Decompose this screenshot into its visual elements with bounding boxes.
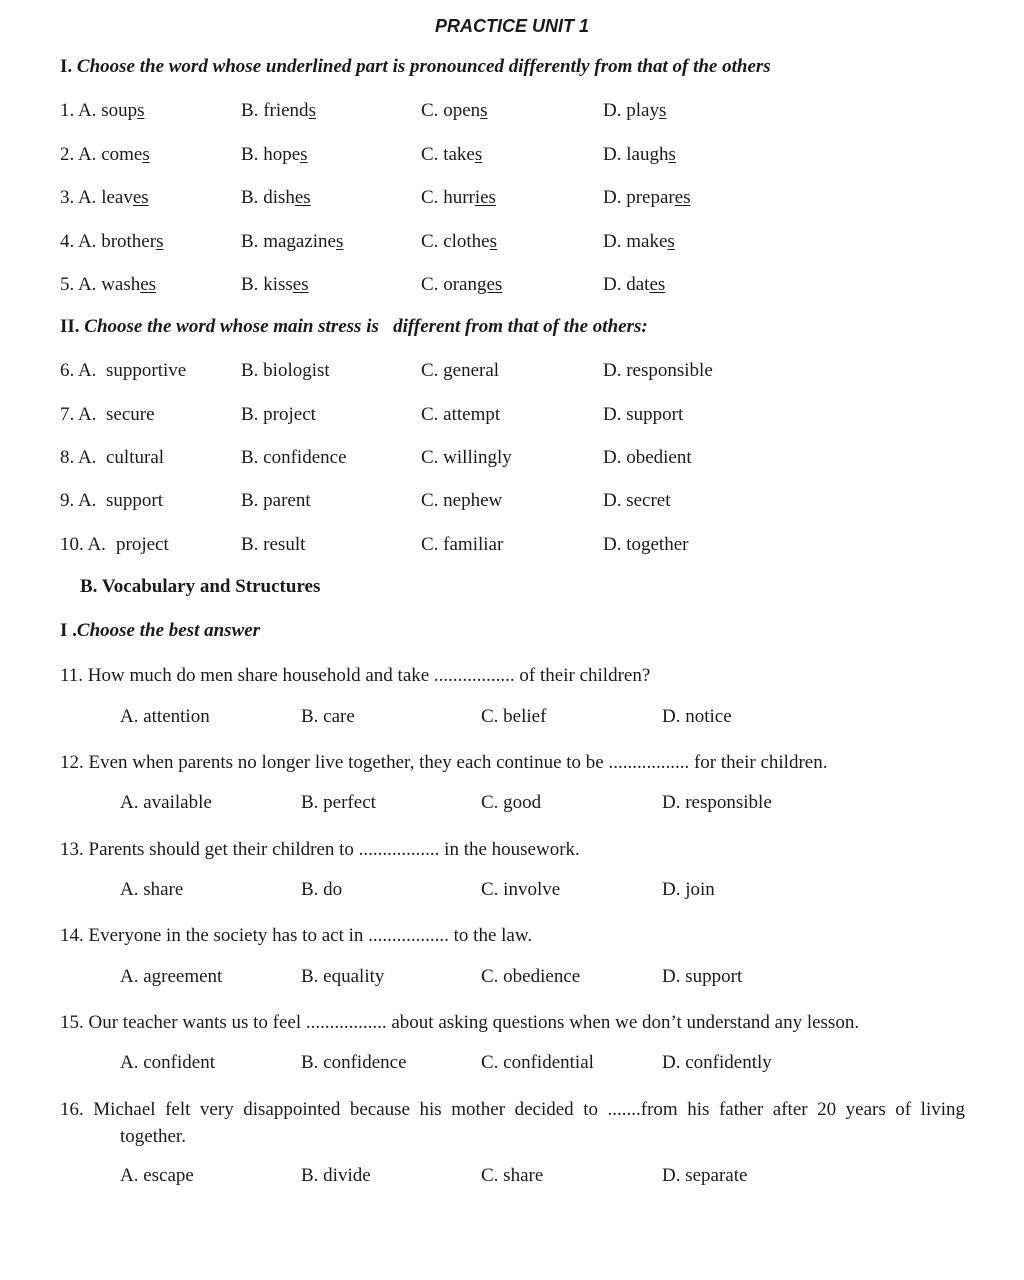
option-d <box>603 144 676 166</box>
option-d <box>603 231 675 253</box>
option-a <box>60 187 149 209</box>
option-letter: B. <box>241 231 264 252</box>
question-16-options <box>0 1165 1024 1191</box>
underlined-part: s <box>480 100 488 121</box>
underlined-part: es <box>674 187 691 208</box>
underlined-part: s <box>156 231 164 252</box>
option-letter: D. <box>603 100 627 121</box>
option-a: A. agreement <box>120 966 223 987</box>
option-a: support <box>106 490 163 511</box>
option-d <box>603 274 665 296</box>
option-b <box>241 231 343 253</box>
option-b: B. do <box>301 879 343 900</box>
question-row-2 <box>0 144 1024 170</box>
option-d: D. join <box>662 879 715 900</box>
section-2-number: II. <box>60 316 80 337</box>
question-number: 7. A. <box>60 404 97 425</box>
option-d: D. obedient <box>603 447 692 468</box>
word-stem: make <box>626 231 668 252</box>
question-number: 8. A. <box>60 447 97 468</box>
option-c <box>421 274 502 296</box>
word-stem: hurr <box>443 187 475 208</box>
option-d: D. responsible <box>662 792 772 813</box>
option-letter: C. <box>421 100 444 121</box>
word-stem: hope <box>263 144 301 165</box>
option-c: C. belief <box>481 706 547 727</box>
word-stem: leav <box>101 187 133 208</box>
option-letter: C. <box>421 187 444 208</box>
option-b <box>241 144 308 166</box>
option-a: secure <box>106 404 155 425</box>
underlined-part: s <box>335 231 344 252</box>
underlined-part: s <box>137 100 145 121</box>
option-d: D. support <box>603 404 684 425</box>
word-stem: come <box>101 144 143 165</box>
option-letter: D. <box>603 274 627 295</box>
option-a: supportive <box>106 360 187 381</box>
option-letter: C. <box>421 274 444 295</box>
option-c: C. willingly <box>421 447 512 468</box>
question-number: 10. A. <box>60 534 106 555</box>
question-12-stem: 12. Even when parents no longer live together, they each continue to be ................. for their children. <box>60 752 828 773</box>
option-a: A. attention <box>120 706 210 727</box>
vocabulary-subheading <box>60 620 260 642</box>
option-c: C. involve <box>481 879 561 900</box>
option-a <box>60 100 145 122</box>
question-row-9 <box>0 490 1024 516</box>
underlined-part: ies <box>474 187 496 208</box>
option-b: B. perfect <box>301 792 376 813</box>
underlined-part: es <box>294 187 311 208</box>
question-number: 1. A. <box>60 100 102 121</box>
option-a: A. escape <box>120 1165 194 1186</box>
option-letter: D. <box>603 231 627 252</box>
option-d: D. confidently <box>662 1052 772 1073</box>
option-b <box>241 274 309 296</box>
option-d: D. separate <box>662 1165 748 1186</box>
option-a: A. share <box>120 879 184 900</box>
underlined-part: es <box>292 274 309 295</box>
underlined-part: s <box>658 100 667 121</box>
option-a <box>60 144 150 166</box>
question-14-options <box>0 966 1024 992</box>
underlined-part: es <box>132 187 149 208</box>
question-row-6 <box>0 360 1024 386</box>
option-letter: B. <box>241 144 264 165</box>
question-row-7 <box>0 404 1024 430</box>
section-2-heading <box>60 316 648 338</box>
word-stem: brother <box>101 231 157 252</box>
option-letter: B. <box>241 187 264 208</box>
question-row-1 <box>0 100 1024 126</box>
option-b: B. result <box>241 534 306 555</box>
option-d <box>603 100 666 122</box>
option-c: C. obedience <box>481 966 581 987</box>
underlined-part: s <box>300 144 308 165</box>
word-stem: clothe <box>443 231 490 252</box>
question-number: 3. A. <box>60 187 102 208</box>
option-c: C. attempt <box>421 404 501 425</box>
option-c <box>421 187 496 209</box>
underlined-part: s <box>474 144 483 165</box>
word-stem: friend <box>263 100 309 121</box>
option-c <box>421 144 482 166</box>
section-2-instructions: Choose the word whose main stress is different from that of the others: <box>84 316 648 337</box>
question-12-options <box>0 792 1024 818</box>
question-14-stem: 14. Everyone in the society has to act in ................. to the law. <box>60 925 533 946</box>
option-d <box>603 187 691 209</box>
underlined-part: s <box>489 231 498 252</box>
option-a: project <box>116 534 169 555</box>
vocabulary-sub-number: I . <box>60 620 77 641</box>
question-number: 2. A. <box>60 144 102 165</box>
question-row-4 <box>0 231 1024 257</box>
question-row-8 <box>0 447 1024 473</box>
option-c: C. good <box>481 792 542 813</box>
option-d: D. responsible <box>603 360 713 381</box>
underlined-part: s <box>142 144 150 165</box>
question-row-5 <box>0 274 1024 300</box>
word-stem: kiss <box>263 274 293 295</box>
question-13-options <box>0 879 1024 905</box>
option-letter: D. <box>603 144 627 165</box>
option-letter: D. <box>603 187 627 208</box>
question-15-stem: 15. Our teacher wants us to feel ................. about asking questions when we don’t understand any lesson. <box>60 1012 860 1033</box>
option-b: B. biologist <box>241 360 330 381</box>
question-11-stem: 11. How much do men share household and take ................. of their children? <box>60 665 651 686</box>
question-number: 6. A. <box>60 360 97 381</box>
vocabulary-sub-instructions: Choose the best answer <box>76 620 261 641</box>
word-stem: dish <box>263 187 295 208</box>
option-letter: B. <box>241 274 264 295</box>
option-letter: C. <box>421 231 444 252</box>
question-number: 5. A. <box>60 274 102 295</box>
question-16-line-1: 16. Michael felt very disappointed because his mother decided to .......from his father after 20 years of living <box>60 1099 965 1120</box>
option-c: C. confidential <box>481 1052 594 1073</box>
question-11-options <box>0 706 1024 732</box>
option-b: B. divide <box>301 1165 371 1186</box>
underlined-part: s <box>668 144 676 165</box>
word-stem: wash <box>101 274 141 295</box>
option-c: C. share <box>481 1165 544 1186</box>
vocabulary-section-title: B. Vocabulary and Structures <box>80 576 321 597</box>
question-13-stem: 13. Parents should get their children to ................. in the housework. <box>60 839 580 860</box>
option-b <box>241 187 311 209</box>
section-1-instructions: Choose the word whose underlined part is pronounced differently from that of the others <box>76 56 771 77</box>
option-b: B. confidence <box>241 447 347 468</box>
option-a <box>60 231 163 253</box>
underlined-part: es <box>649 274 666 295</box>
word-stem: play <box>626 100 659 121</box>
option-d: D. notice <box>662 706 732 727</box>
question-number: 4. A. <box>60 231 102 252</box>
word-stem: laugh <box>626 144 669 165</box>
word-stem: dat <box>626 274 650 295</box>
option-b: B. care <box>301 706 355 727</box>
word-stem: open <box>443 100 481 121</box>
underlined-part: ges <box>476 274 503 295</box>
question-16-line-2: together. <box>120 1126 186 1147</box>
word-stem: prepar <box>626 187 675 208</box>
option-b <box>241 100 316 122</box>
question-15-options <box>0 1052 1024 1078</box>
question-row-10 <box>0 534 1024 560</box>
page-title: PRACTICE UNIT 1 <box>434 16 589 36</box>
word-stem: soup <box>101 100 138 121</box>
option-a: A. available <box>120 792 212 813</box>
option-b: B. parent <box>241 490 311 511</box>
option-c <box>421 100 488 122</box>
word-stem: magazine <box>263 231 336 252</box>
underlined-part: s <box>667 231 675 252</box>
section-1-number: I. <box>60 56 73 77</box>
option-b: B. confidence <box>301 1052 407 1073</box>
question-16-stem <box>60 1096 965 1150</box>
option-a: A. confident <box>120 1052 215 1073</box>
option-a <box>60 274 156 296</box>
option-c: C. familiar <box>421 534 504 555</box>
question-row-3 <box>0 187 1024 213</box>
question-number: 9. A. <box>60 490 97 511</box>
option-a: cultural <box>106 447 165 468</box>
word-stem: oran <box>443 274 477 295</box>
option-c: C. nephew <box>421 490 503 511</box>
word-stem: take <box>443 144 475 165</box>
option-b: B. project <box>241 404 316 425</box>
option-d: D. secret <box>603 490 671 511</box>
option-c: C. general <box>421 360 500 381</box>
option-b: B. equality <box>301 966 385 987</box>
option-letter: C. <box>421 144 444 165</box>
option-c <box>421 231 497 253</box>
underlined-part: s <box>308 100 316 121</box>
section-1-heading <box>60 56 771 78</box>
underlined-part: es <box>140 274 157 295</box>
option-d: D. together <box>603 534 689 555</box>
option-d: D. support <box>662 966 743 987</box>
option-letter: B. <box>241 100 264 121</box>
